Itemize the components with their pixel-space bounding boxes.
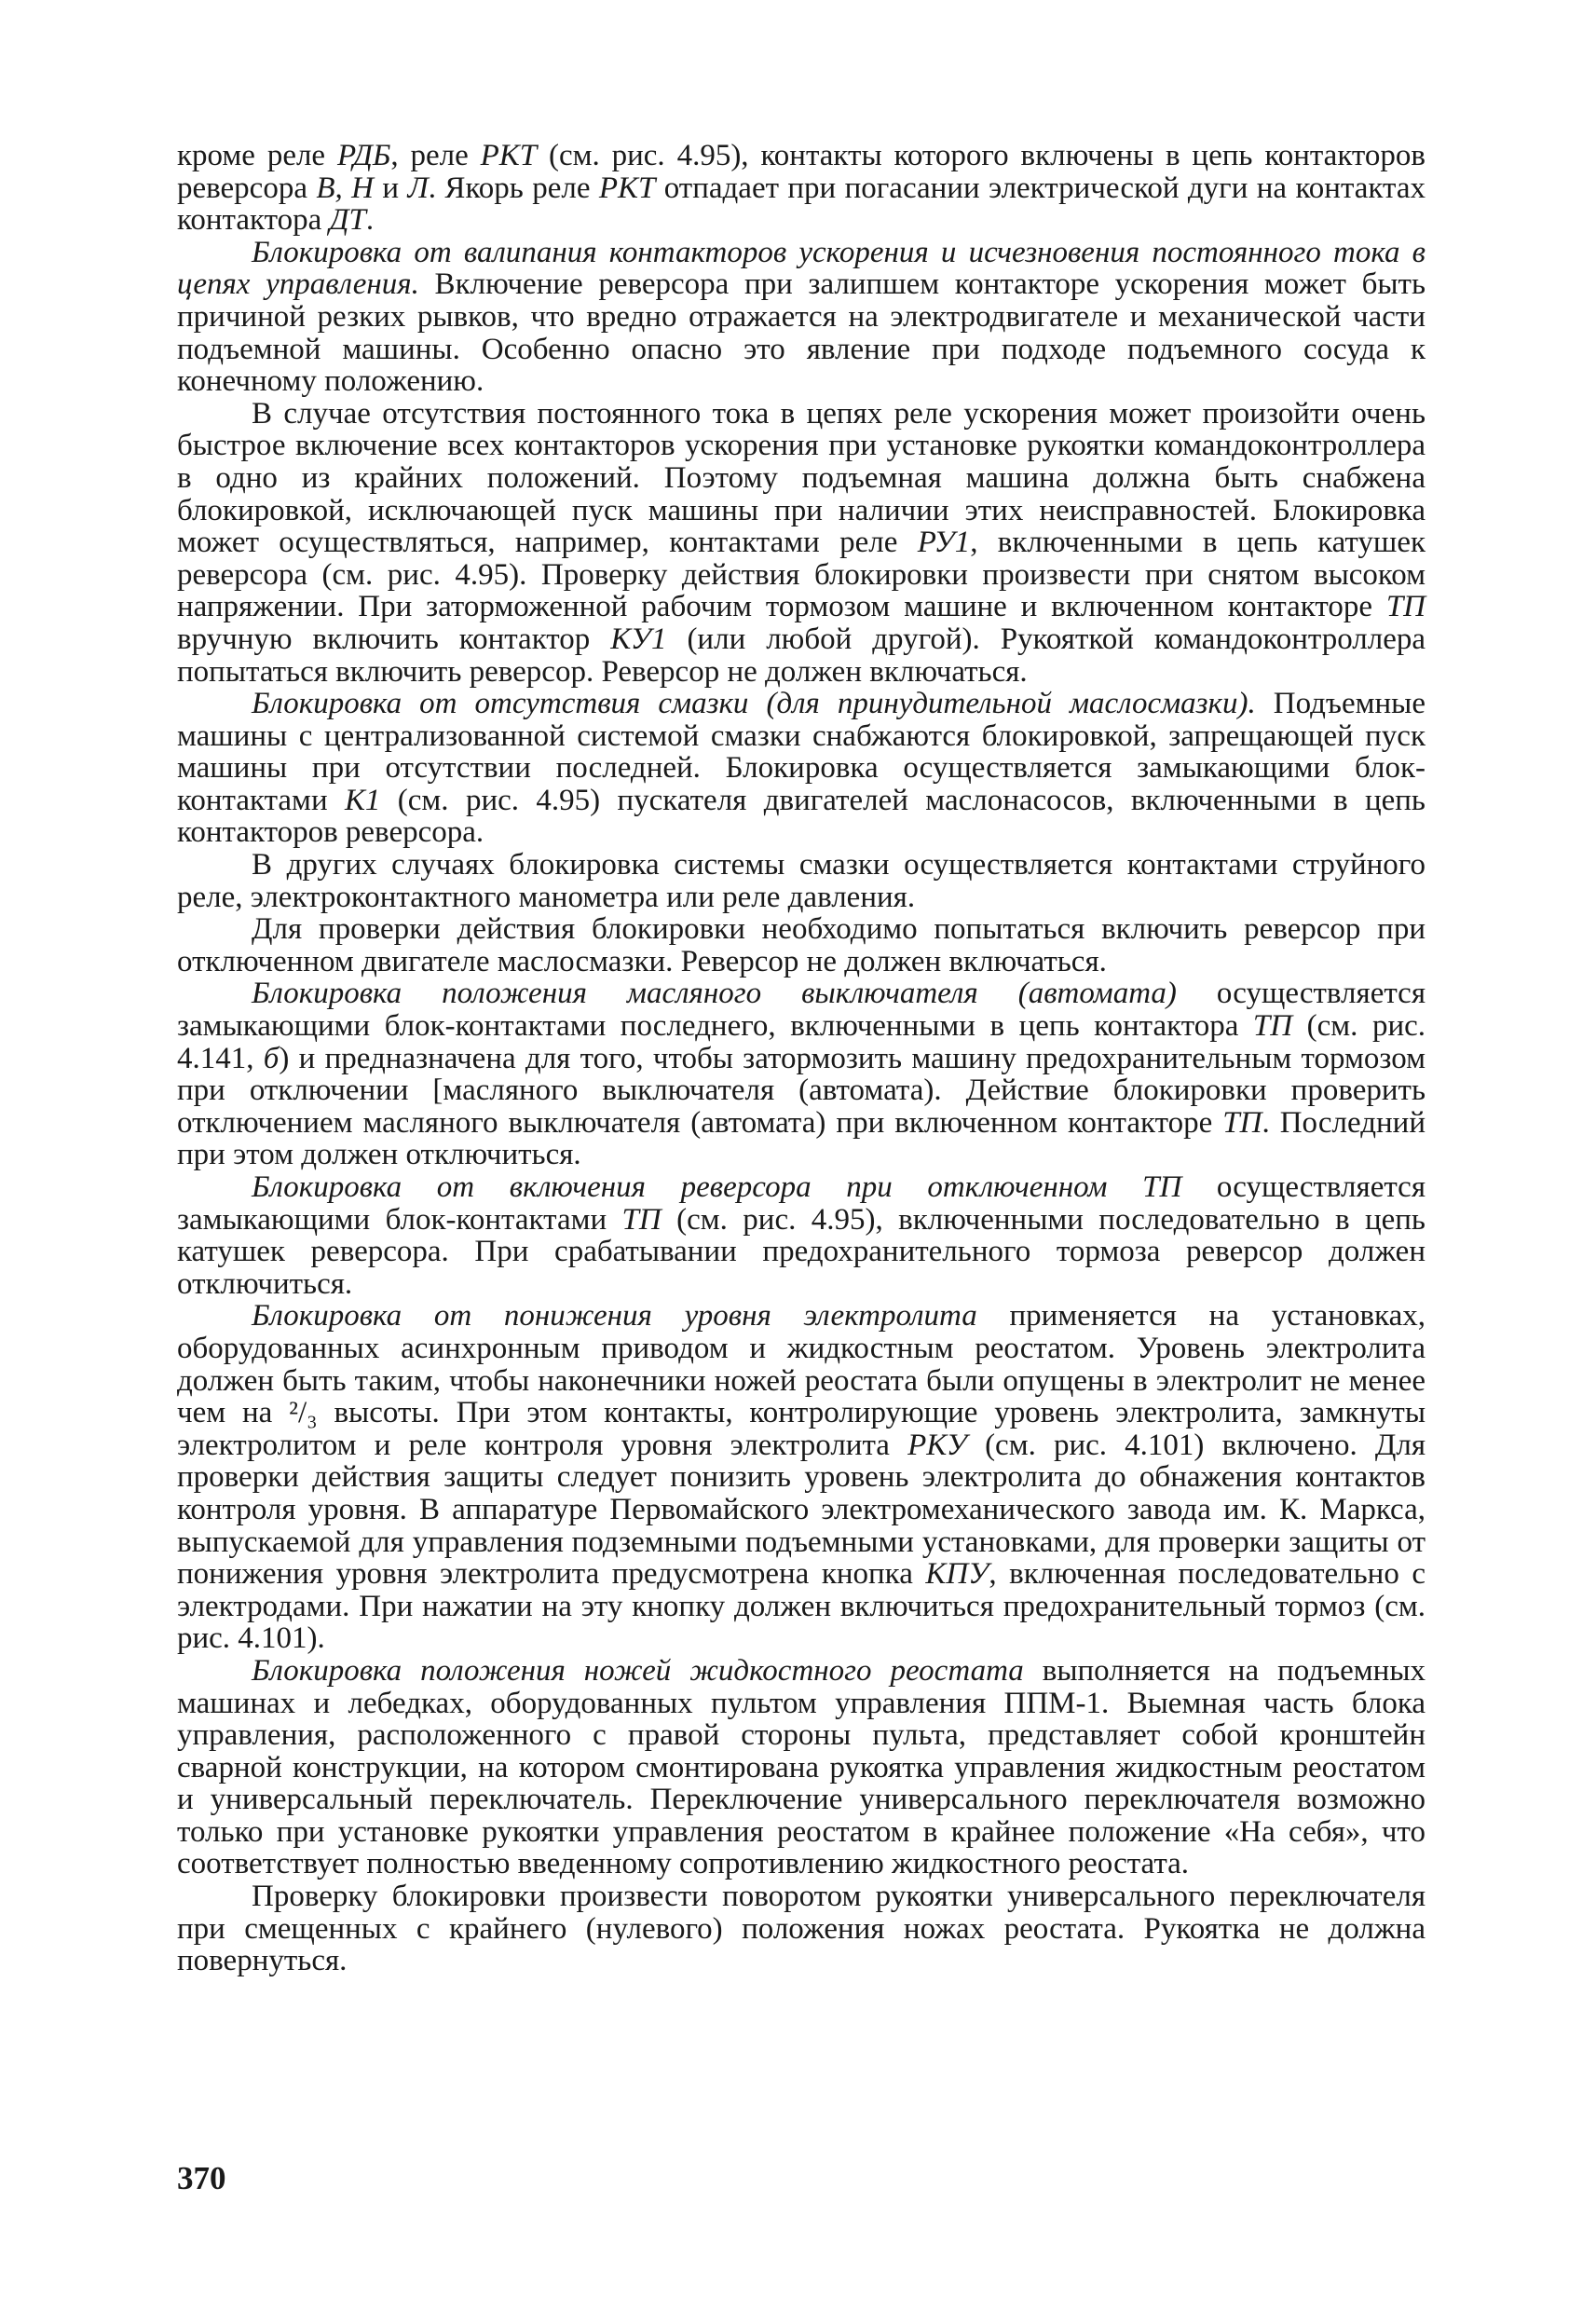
text-run: . Якорь реле [428, 171, 599, 205]
italic-text: ТП [621, 1202, 662, 1237]
italic-text: Блокировка положения масляного выключателя (автомата) [252, 977, 1177, 1011]
paragraph [177, 1655, 1425, 1880]
italic-text: ДТ [329, 203, 366, 238]
italic-text: В, Н [316, 171, 374, 205]
text-run: (см. рис. 4.95), контакты которого включены в цепь контакторов реверсора [177, 139, 1425, 205]
italic-text: Л [407, 171, 429, 205]
italic-text: Блокировка от отсутствия смазки (для принудительной маслосмазки). [252, 687, 1256, 721]
paragraph [177, 1880, 1425, 1977]
text-run: , включенными в цепь катушек реверсора (см. рис. 4.95). Проверку действия блокировки произвести при снятом высоком напряжении. При заторможенной рабочим тормозом машине и включенном контакторе [177, 526, 1426, 624]
italic-text: РКУ [907, 1428, 967, 1462]
italic-text: К1 [344, 783, 381, 817]
text-run: . Последний при этом должен отключиться. [177, 1105, 1425, 1172]
paragraph [177, 140, 1425, 237]
text-run: выполняется на подъемных машинах и лебедках, оборудованных пультом управления ППМ-1. Выемная часть блока управления, расположенного с правой стороны пульта, представляет собой кронштейн сварной конструкции, на котором смонтирована рукоятка управления жидкостным реостатом и универсальный переключатель. Переключение универсального переключателя возможно только при установке рукоятки управления реостатом в крайнее положение «На себя», что соответствует полностью введенному сопротивлению жидкостного реостата. [177, 1653, 1425, 1881]
text-run: В других случаях блокировка системы смазки осуществляется контактами струйного реле, электроконтактного манометра или реле давления. [177, 848, 1425, 914]
italic-text: РУ1 [917, 526, 971, 560]
text-run: (см. рис. 4.141, [177, 1009, 1426, 1075]
paragraph [177, 1300, 1425, 1655]
text-run: . [365, 203, 375, 238]
italic-text: ТП [1252, 1009, 1293, 1044]
text-run: и [374, 171, 408, 205]
paragraph [177, 398, 1425, 688]
italic-text: РКТ [480, 139, 538, 172]
italic-text: ТП [1222, 1105, 1262, 1140]
text-run: (или любой другой). Рукояткой командоконтроллера попытаться включить реверсор. Реверсор не должен включаться. [177, 622, 1425, 689]
italic-text: Блокировка от включения реверсора при отключенном [252, 1170, 1143, 1204]
paragraph [177, 688, 1425, 849]
italic-text: ТП [1385, 590, 1425, 624]
text-run: осуществляется замыкающими блок-контактами [177, 1170, 1425, 1237]
text-run: (см. рис. 4.95) пускателя двигателей маслонасосов, включенными в цепь контакторов реверсора. [177, 783, 1425, 850]
italic-text: КПУ [925, 1557, 989, 1592]
text-run: Проверку блокировки произвести поворотом рукоятки универсального переключателя при смещенных с крайнего (нулевого) положения ножах реостата. Рукоятка не должна повернуться. [177, 1880, 1425, 1978]
text-run: Включение реверсора при залипшем контакторе ускорения может быть причиной резких рывков, что вредно отражается на электродвигателе и механической части подъемной машины. Особенно опасно это явление при подходе подъемного сосуда к конечному положению. [177, 267, 1425, 399]
text-run: Для проверки действия блокировки необходимо попытаться включить реверсор при отключенном двигателе маслосмазки. Реверсор не должен включаться. [177, 912, 1425, 978]
page-number: 370 [177, 2160, 226, 2196]
text-run: отпадает при погасании электрической дуги на контактах контактора [177, 171, 1425, 238]
italic-text: КУ1 [610, 622, 667, 656]
text-run: осуществляется замыкающими блок-контактами последнего, включенными в цепь контактора [177, 977, 1426, 1044]
text-run: вручную включить контактор [177, 622, 611, 656]
text-run: ) и предназначена для того, чтобы затормозить машину предохранительным тормозом при отключении [масляного выключателя (автомата). Действие блокировки проверить отключением масляного выключателя (автомата) при включенном контакторе [177, 1041, 1425, 1140]
paragraph [177, 978, 1425, 1171]
paragraph [177, 849, 1425, 913]
italic-text: РКТ [598, 171, 656, 205]
text-run: (см. рис. 4.101) включено. Для проверки действия защиты следует понизить уровень электролита до обнажения контактов контроля уровня. В аппаратуре Первомайского электромеханического завода им. К. Маркса, выпускаемой для управления подземными подъемными установками, для проверки защиты от понижения уровня электролита предусмотрена кнопка [177, 1428, 1426, 1592]
italic-text: РДБ [336, 139, 391, 172]
text-run: применяется на установках, оборудованных асинхронным приводом и жидкостным реостатом. Уровень электролита должен быть таким, чтобы наконечники ножей реостата были опущены в электролит не менее чем на ²/₃ высоты. При этом контакты, контролирующие уровень электролита, замкнуты электролитом и реле контроля уровня электролита [177, 1299, 1425, 1462]
italic-text: Блокировка положения ножей жидкостного реостата [252, 1653, 1024, 1688]
text-run: , реле [390, 139, 481, 172]
text-run: В случае отсутствия постоянного тока в цепях реле ускорения может произойти очень быстрое включение всех контакторов ускорения при установке рукоятки командоконтроллера в одно из крайних положений. Поэтому подъемная машина должна быть снабжена блокировкой, исключающей пуск машины при наличии этих неисправностей. Блокировка может осуществляться, например, контактами реле [177, 396, 1425, 560]
italic-text: б [263, 1041, 280, 1075]
page-body [177, 140, 1425, 1977]
text-run: Подъемные машины с централизованной системой смазки снабжаются блокировкой, запрещающей пуск машины при отсутствии последней. Блокировка осуществляется замыкающими блок-контактами [177, 687, 1426, 817]
paragraph [177, 237, 1425, 398]
italic-text: ТП [1142, 1170, 1182, 1204]
paragraph [177, 913, 1425, 978]
text-run: (см. рис. 4.95), включенными последовательно в цепь катушек реверсора. При срабатывании предохранительного тормоза реверсор должен отключиться. [177, 1202, 1425, 1301]
text-run: кроме реле [177, 139, 337, 172]
italic-text: Блокировка от валипания контакторов ускорения и исчезновения постоянного тока в цепях управления. [177, 235, 1425, 302]
text-run: , включенная последовательно с электродами. При нажатии на эту кнопку должен включиться предохранительный тормоз (см. рис. 4.101). [177, 1557, 1425, 1656]
paragraph [177, 1171, 1425, 1300]
italic-text: Блокировка от понижения уровня электролита [252, 1299, 977, 1333]
